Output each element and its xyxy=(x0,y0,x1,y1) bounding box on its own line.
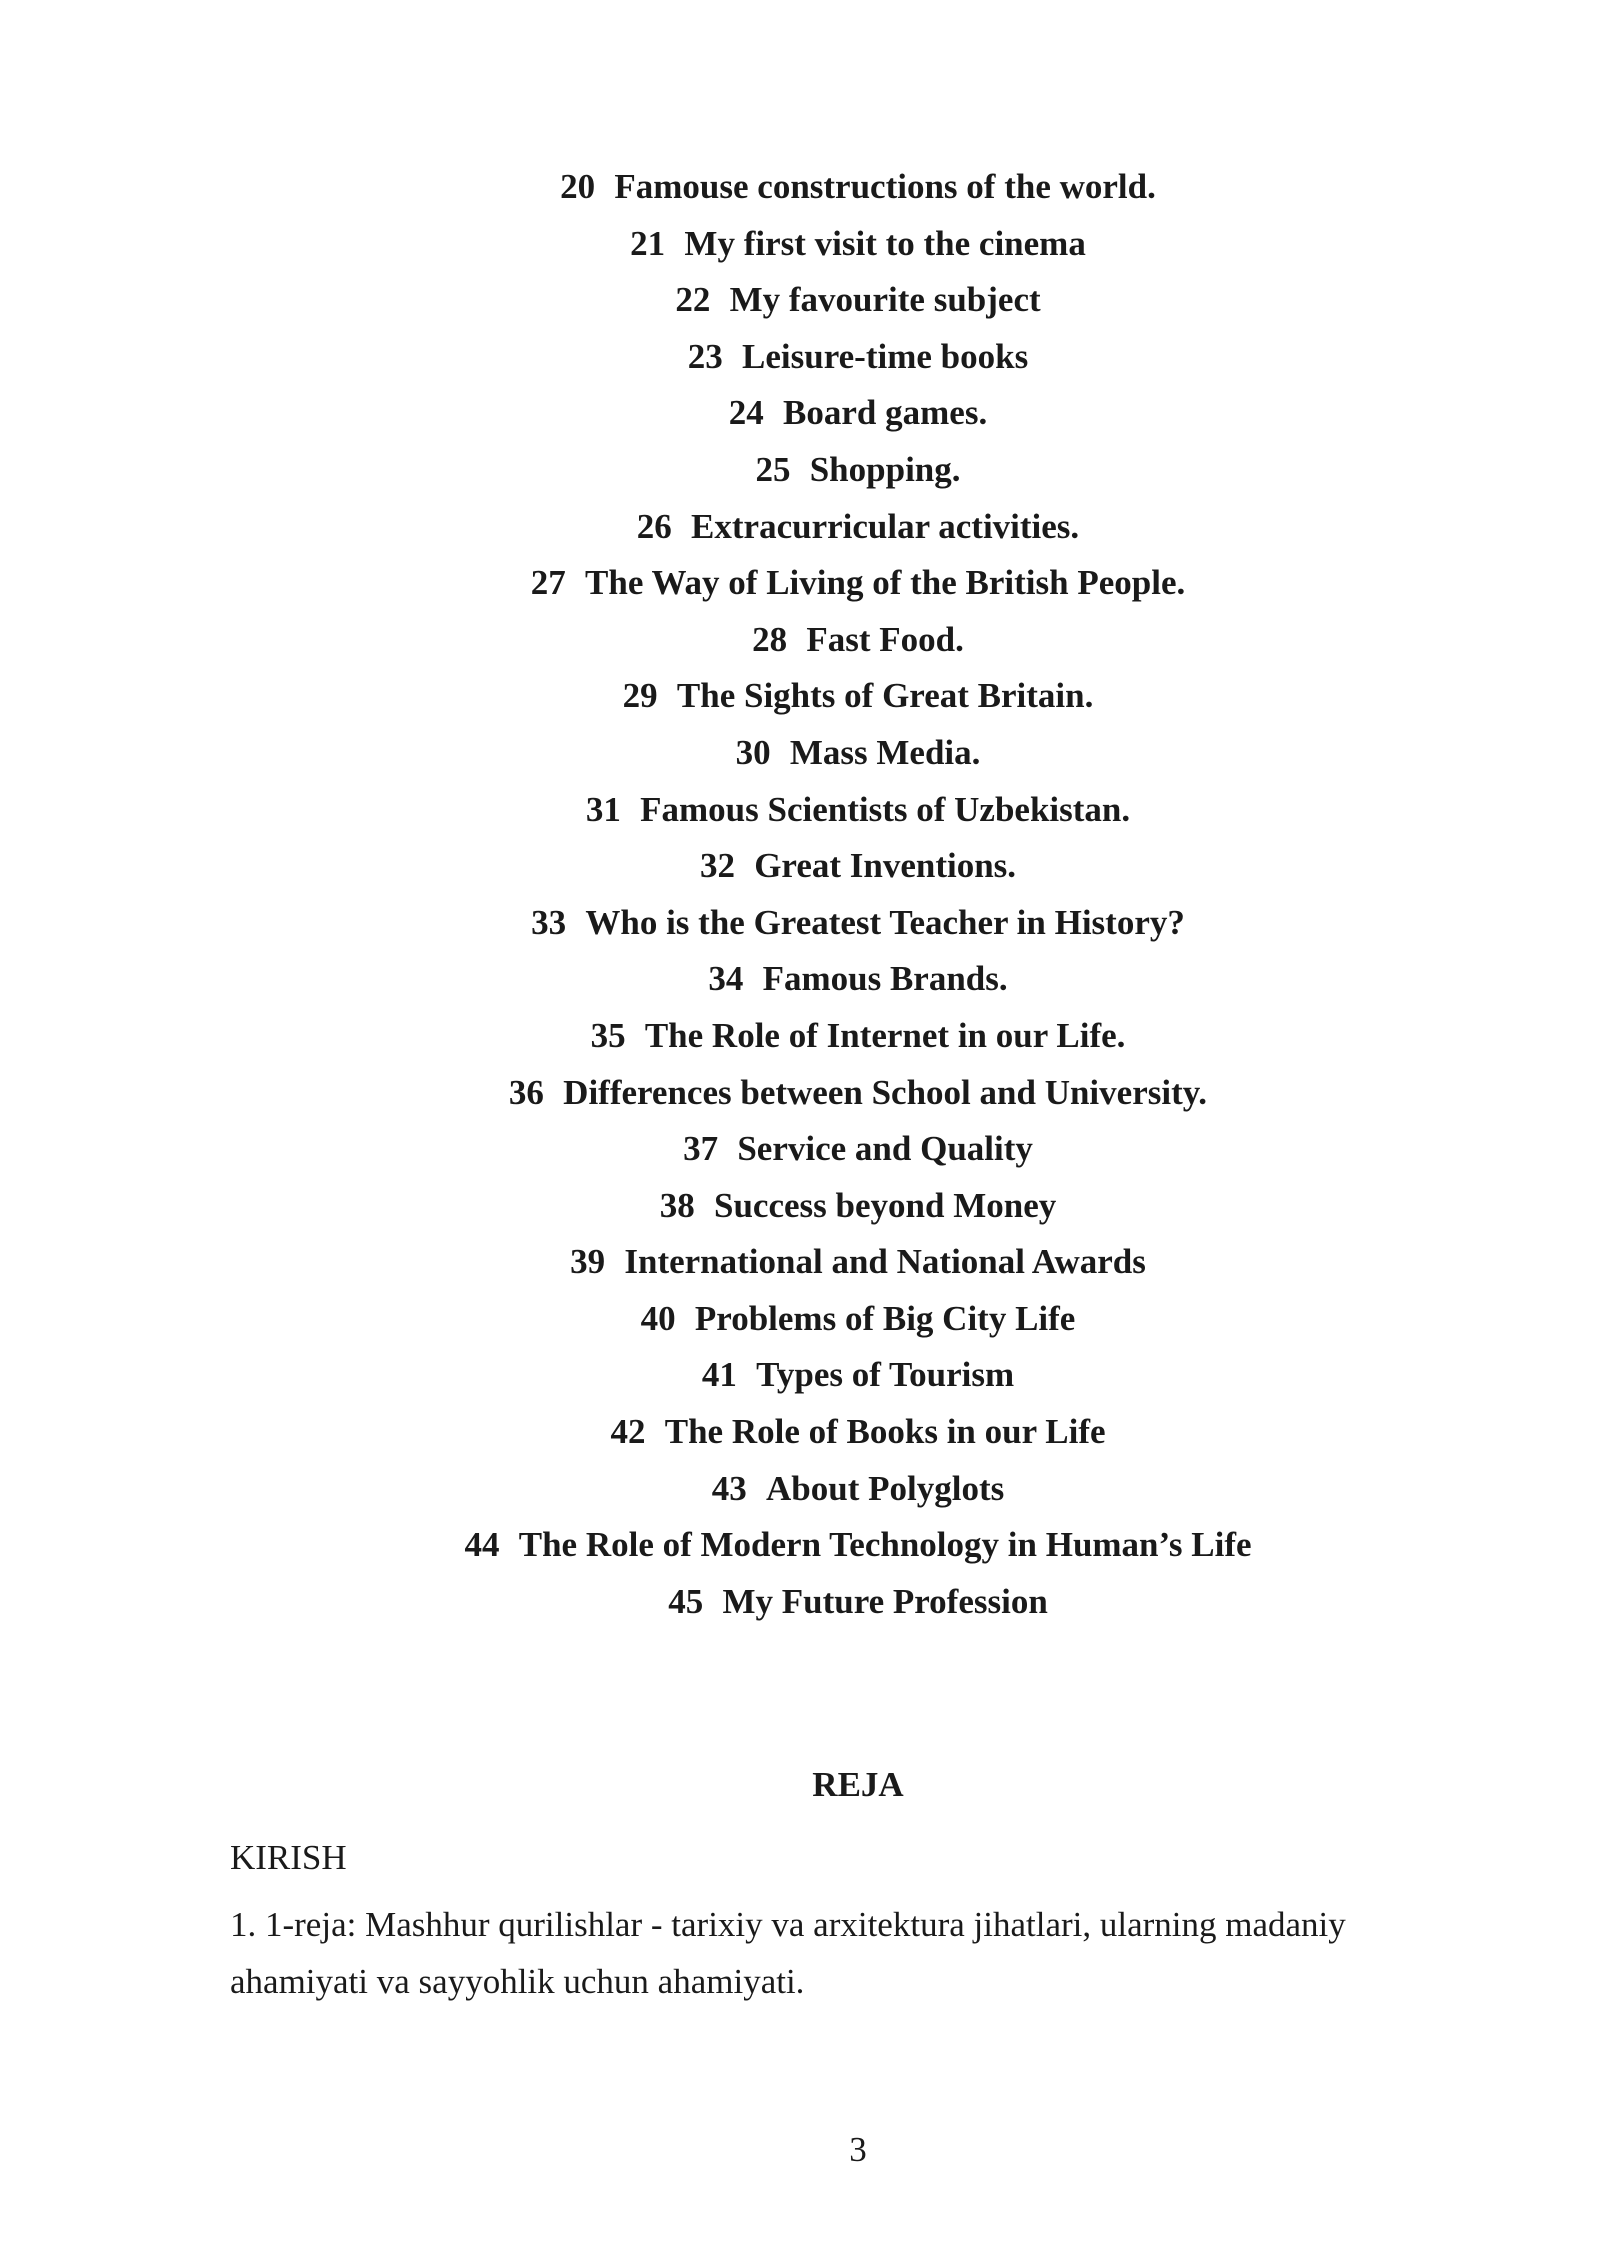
list-item xyxy=(0,272,1600,329)
topic-title: Service and Quality xyxy=(737,1129,1033,1169)
topic-title: Problems of Big City Life xyxy=(694,1298,1076,1338)
topic-number: 39 xyxy=(570,1242,606,1282)
topic-title: Success beyond Money xyxy=(714,1185,1057,1225)
topic-number: 29 xyxy=(622,676,658,716)
topic-title: Differences between School and University. xyxy=(563,1072,1208,1112)
list-item xyxy=(0,1461,1600,1518)
topic-number: 33 xyxy=(531,902,567,942)
topic-title: Fast Food. xyxy=(806,619,964,659)
plan-heading: REJA xyxy=(812,1765,904,1804)
topic-title: Extracurricular activities. xyxy=(691,506,1080,546)
list-item xyxy=(0,668,1600,725)
topic-number: 27 xyxy=(530,563,566,603)
plan-item-1: 1. 1-reja: Mashhur qurilishlar - tarixiy va arxitektura jihatlari, ularning madaniy ahamiyati va sayyohlik uchun ahamiyati. xyxy=(230,1905,1346,2001)
topic-title: Who is the Greatest Teacher in History? xyxy=(585,902,1185,942)
list-item xyxy=(0,1178,1600,1235)
topic-number: 26 xyxy=(636,506,672,546)
list-item xyxy=(0,159,1600,216)
topic-title: The Way of Living of the British People. xyxy=(585,563,1186,603)
topic-title: Board games. xyxy=(783,393,988,433)
topic-title: Types of Tourism xyxy=(756,1355,1015,1395)
topic-number: 41 xyxy=(701,1355,737,1395)
topic-title: The Sights of Great Britain. xyxy=(676,676,1094,716)
list-item xyxy=(0,1291,1600,1348)
list-item xyxy=(0,442,1600,499)
list-item xyxy=(0,555,1600,612)
topic-number: 23 xyxy=(687,336,723,376)
topic-number: 25 xyxy=(755,449,791,489)
topic-title: International and National Awards xyxy=(624,1242,1146,1282)
topic-title: About Polyglots xyxy=(766,1468,1005,1508)
list-item xyxy=(0,838,1600,895)
topic-title: Leisure-time books xyxy=(742,336,1029,376)
topic-title: My favourite subject xyxy=(729,280,1041,320)
list-item xyxy=(0,725,1600,782)
topic-title: Famouse constructions of the world. xyxy=(614,167,1156,206)
topic-number: 44 xyxy=(464,1525,500,1565)
topic-number: 40 xyxy=(640,1298,676,1338)
topic-number: 38 xyxy=(659,1185,695,1225)
topic-number: 32 xyxy=(699,846,735,886)
topic-title: The Role of Books in our Life xyxy=(664,1412,1106,1452)
topic-number: 36 xyxy=(508,1072,544,1112)
list-item xyxy=(0,1517,1600,1574)
topic-title: Shopping. xyxy=(809,449,961,489)
list-item xyxy=(0,385,1600,442)
intro-label: KIRISH xyxy=(230,1838,347,1877)
topic-number: 34 xyxy=(708,959,744,999)
topic-title: Great Inventions. xyxy=(754,846,1017,886)
topic-number: 43 xyxy=(711,1468,747,1508)
list-item xyxy=(0,612,1600,669)
topic-number: 45 xyxy=(668,1581,704,1621)
list-item xyxy=(0,951,1600,1008)
topic-title: Famous Brands. xyxy=(762,959,1008,999)
topic-number: 31 xyxy=(585,789,621,829)
topic-number: 42 xyxy=(610,1412,646,1452)
page-number: 3 xyxy=(849,2130,867,2169)
list-item xyxy=(0,216,1600,273)
topic-number: 22 xyxy=(675,280,711,320)
topic-number: 37 xyxy=(683,1129,719,1169)
topic-number: 24 xyxy=(728,393,764,433)
topic-number: 28 xyxy=(752,619,788,659)
topic-title: My Future Profession xyxy=(722,1581,1048,1621)
topic-title: The Role of Modern Technology in Human’s Life xyxy=(518,1525,1252,1565)
topic-number: 21 xyxy=(630,223,666,263)
list-item xyxy=(0,782,1600,839)
list-item xyxy=(0,895,1600,952)
list-item xyxy=(0,1065,1600,1122)
list-item xyxy=(0,1234,1600,1291)
list-item xyxy=(0,1574,1600,1631)
topic-number: 30 xyxy=(735,732,771,772)
topic-title: Mass Media. xyxy=(789,732,981,772)
topic-title: The Role of Internet in our Life. xyxy=(644,1015,1126,1055)
list-item xyxy=(0,499,1600,556)
topic-title: My first visit to the cinema xyxy=(684,223,1086,263)
list-item xyxy=(0,1121,1600,1178)
topic-number: 35 xyxy=(590,1015,626,1055)
topic-number: 20 xyxy=(560,167,596,206)
topic-list xyxy=(0,159,1600,1630)
list-item xyxy=(0,1404,1600,1461)
list-item xyxy=(0,329,1600,386)
topic-title: Famous Scientists of Uzbekistan. xyxy=(640,789,1131,829)
list-item xyxy=(0,1008,1600,1065)
list-item xyxy=(0,1347,1600,1404)
